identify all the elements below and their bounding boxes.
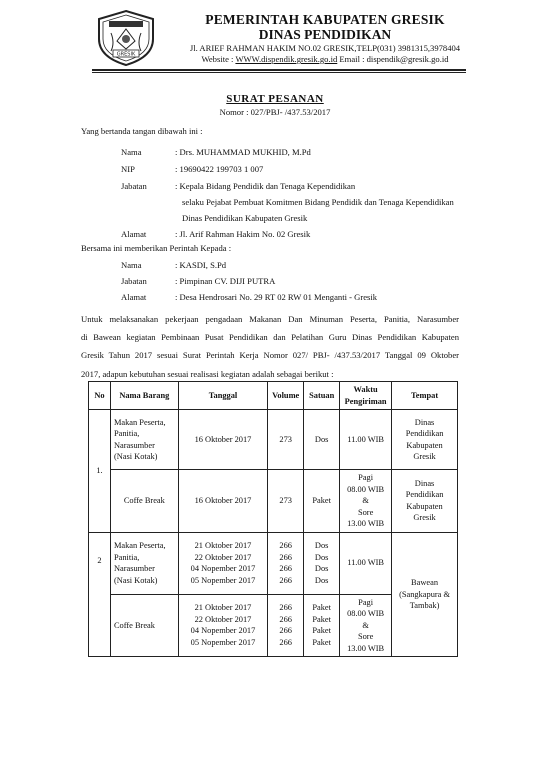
satuan-line: Dos [314,575,329,585]
cell-satuan: Paket [304,470,340,533]
cell-volume [268,594,304,657]
tanggal-line: 22 Oktober 2017 [194,552,252,562]
cell-nama [110,410,178,470]
volume-line: 266 [279,614,292,624]
cell-tanggal: 16 Oktober 2017 [178,410,268,470]
signer-jabatan: : Kepala Bidang Pendidik dan Tenaga Kependidikan [175,181,356,191]
satuan-line: Paket [312,614,331,624]
recipient-alamat-label: Alamat [121,292,147,302]
table-row [89,532,458,594]
volume-line: 266 [279,637,292,647]
waktu-line: Sore [357,507,374,517]
volume-line: 266 [279,552,292,562]
tanggal-line: 05 Nopember 2017 [190,637,256,647]
nama-line: Makan Peserta, [113,541,166,550]
cell-nama: Coffe Break [110,470,178,533]
cell-tempat [392,470,458,533]
letterhead-department: DINAS PENDIDIKAN [258,27,392,42]
nama-line: Makan Peserta, [113,417,166,427]
waktu-line: & [362,620,369,630]
header-nama-barang: Nama Barang [110,382,178,410]
volume-line: 266 [279,575,292,585]
nama-line: (Nasi Kotak) [113,452,158,461]
table-row [89,410,458,470]
cell-waktu [340,594,392,657]
body-paragraph [81,310,459,383]
volume-line: 266 [279,541,292,550]
tanggal-line: 04 Nopember 2017 [190,564,256,573]
waktu-line: 13.00 WIB [347,519,385,528]
tempat-line: Dinas Pendidikan [405,478,444,500]
document-title: SURAT PESANAN [226,93,324,105]
waktu-line: Pagi [358,597,374,607]
nama-line: Panitia, [113,552,140,562]
paragraph-line-3: Gresik Tahun 2017 sesuai Surat Perintah Kerja Nomor 027/ PBJ- /437.53/2017 Tanggal 09 Oktober [81,350,459,361]
header-waktu-line2: Pengiriman [344,396,387,406]
cell-tanggal: 16 Oktober 2017 [178,470,268,533]
cell-tempat [392,410,458,470]
paragraph-line-1: Untuk melaksanakan pekerjaan pengadaan Makanan Dan Minuman Peserta, Panitia, Narasumber [81,314,459,324]
volume-line: 266 [279,626,292,636]
nama-line: Narasumber [113,564,155,573]
cell-waktu [340,470,392,533]
signer-jabatan-line2: selaku Pejabat Pembuat Komitmen Bidang Pendidik dan Tenaga Kependidikan [182,197,454,207]
gresik-logo-emblem [95,9,157,67]
satuan-line: Dos [314,552,329,562]
waktu-line: Pagi [358,473,374,482]
header-waktu-line1: Waktu [353,385,378,394]
cell-nama: Coffe Break [110,594,178,657]
header-waktu [340,382,392,410]
website-prefix: Website : [201,54,236,64]
cell-no-1: 1. [89,410,111,533]
waktu-line: 08.00 WIB [347,609,385,618]
cell-waktu: 11.00 WIB [340,532,392,594]
cell-waktu: 11.00 WIB [340,410,392,470]
tempat-line: Kabupaten Gresik [406,440,443,461]
header-volume: Volume [268,382,304,410]
logo-text: GRESIK [116,51,136,58]
signer-nama: : Drs. MUHAMMAD MUKHID, M.Pd [175,147,311,157]
document-number: Nomor : 027/PBJ- /437.53/2017 [219,107,331,117]
email-text: Email : dispendik@gresik.go.id [337,54,449,64]
satuan-line: Paket [312,637,331,647]
cell-no-2 [89,532,111,657]
cell-satuan [304,594,340,657]
recipient-jabatan: : Pimpinan CV. DIJI PUTRA [175,276,276,286]
letterhead-contact [160,54,490,65]
tempat-line: Dinas Pendidikan [405,417,444,438]
tanggal-line: 21 Oktober 2017 [194,603,252,613]
cell-tanggal [178,594,268,657]
intro-text: Yang bertanda tangan dibawah ini : [81,126,203,136]
satuan-line: Dos [314,541,329,550]
cell-satuan: Dos [304,410,340,470]
letterhead-rule-thick [92,69,466,71]
cell-tanggal [178,532,268,594]
cell-volume: 273 [268,470,304,533]
satuan-line: Paket [312,626,331,636]
signer-nama-label: Nama [121,147,142,157]
cell-satuan [304,532,340,594]
waktu-line: & [362,496,369,505]
signer-alamat-label: Alamat [121,229,147,239]
nama-line: (Nasi Kotak) [113,575,158,585]
tempat-line: Bawean [411,578,439,587]
letterhead-rule-thin [92,72,466,73]
order-table [88,381,458,657]
cell-nama [110,532,178,594]
satuan-line: Paket [312,603,331,613]
table-header-row [89,382,458,410]
paragraph-line-4: 2017, adapun kebutuhan sesuai realisasi kegiatan adalah sebagai berikut : [81,368,334,379]
tempat-line: (Sangkapura & [399,589,451,599]
recipient-alamat: : Desa Hendrosari No. 29 RT 02 RW 01 Menganti - Gresik [175,292,378,302]
letterhead-address: Jl. ARIEF RAHMAN HAKIM NO.02 GRESIK,TELP(031) 3981315,3978404 [189,43,461,53]
header-tempat: Tempat [392,382,458,410]
website-link[interactable]: WWW.dispendik.gresik.go.id [235,54,338,64]
cell-tempat-bawean [392,532,458,657]
cell-volume: 273 [268,410,304,470]
waktu-line: 08.00 WIB [347,484,385,494]
volume-line: 266 [279,603,292,613]
signer-jabatan-label: Jabatan [121,181,147,191]
satuan-line: Dos [314,564,329,573]
signer-jabatan-line3: Dinas Pendidikan Kabupaten Gresik [182,213,308,223]
letterhead-government: PEMERINTAH KABUPATEN GRESIK [205,12,445,27]
order-intro-text: Bersama ini memberikan Perintah Kepada : [81,243,232,253]
recipient-jabatan-label: Jabatan [121,276,147,286]
tanggal-line: 05 Nopember 2017 [190,575,256,585]
recipient-nama-label: Nama [121,260,142,270]
cell-volume [268,532,304,594]
tanggal-line: 21 Oktober 2017 [194,541,252,550]
tanggal-line: 22 Oktober 2017 [194,614,252,624]
no-value: 2 [97,555,102,565]
paragraph-line-2: di Bawean kegiatan Pembinaan Pusat Pendidikan dan Pelatihan Guru Dinas Pendidikan Kabupaten [81,332,459,343]
signer-nip-label: NIP [121,164,135,174]
tempat-line: Kabupaten Gresik [406,501,443,523]
signer-nip: : 19690422 199703 1 007 [175,164,264,174]
nama-line: Narasumber [113,440,155,450]
volume-line: 266 [279,564,292,573]
tempat-line: Tambak) [409,601,440,610]
recipient-nama: : KASDI, S.Pd [175,260,227,270]
waktu-line: 13.00 WIB [347,643,385,653]
nama-line: Panitia, [113,429,140,438]
waktu-line: Sore [357,632,374,641]
header-no: No [89,382,111,410]
signer-alamat: : Jl. Arif Rahman Hakim No. 02 Gresik [175,229,311,239]
header-satuan: Satuan [304,382,340,410]
table-row [89,470,458,533]
header-tanggal: Tanggal [178,382,268,410]
tanggal-line: 04 Nopember 2017 [190,626,256,636]
